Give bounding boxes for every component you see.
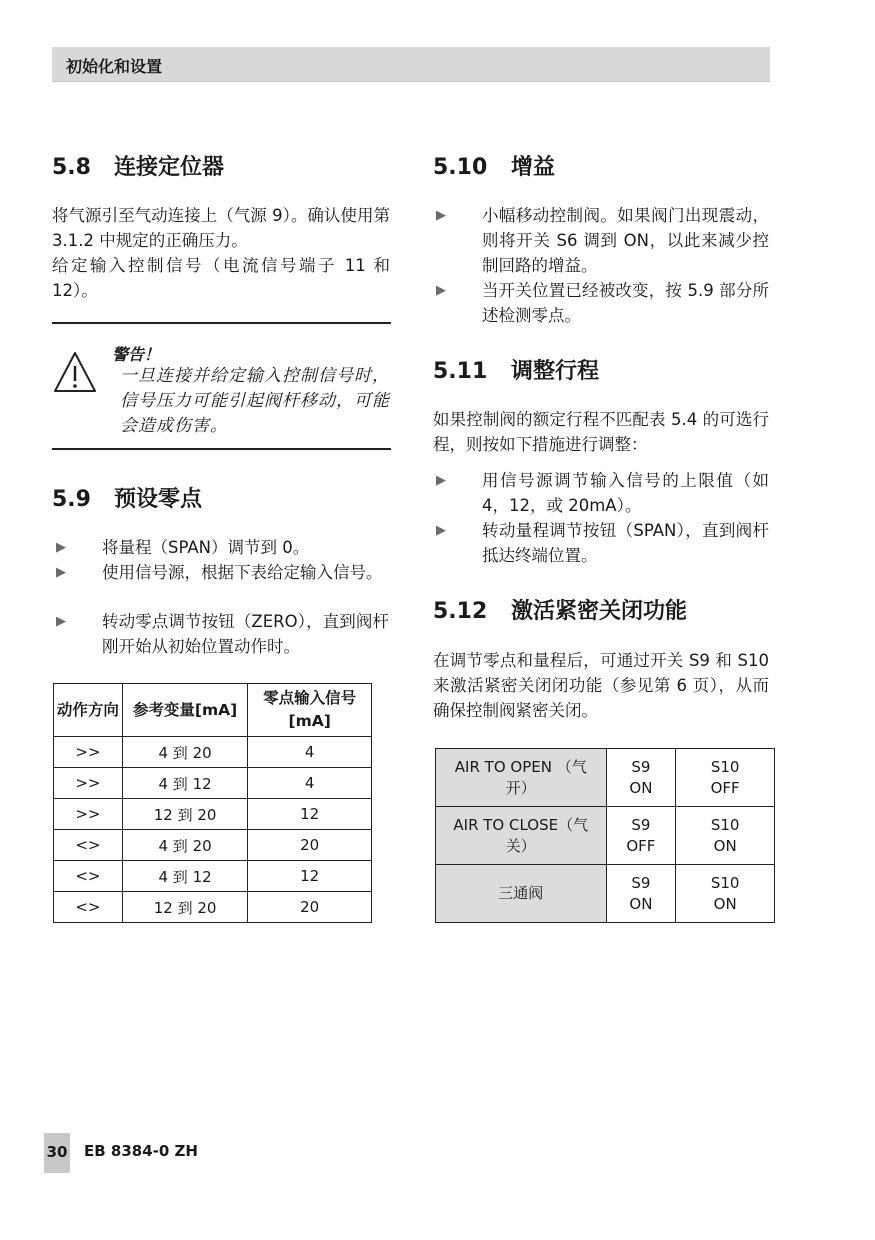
- bullet-triangle-icon: ▶: [56, 565, 66, 580]
- header-zero-input: 零点输入信号[mA]: [248, 684, 372, 737]
- section-5-8-paragraph-1: 将气源引至气动连接上（气源 9）。确认使用第 3.1.2 中规定的正确压力。: [52, 206, 390, 250]
- section-5-11-paragraph: 如果控制阀的额定行程不匹配表 5.4 的可选行程，则按如下措施进行调整：: [433, 410, 769, 454]
- warning-top-rule: [52, 322, 391, 324]
- warning-text: 一旦连接并给定输入控制信号时，信号压力可能引起阀杆移动，可能会造成伤害。: [120, 366, 390, 436]
- section-5-12-paragraph: 在调节零点和量程后，可通过开关 S9 和 S10 来激活紧密关闭闭功能（参见第 6 页），从而确保控制阀紧密关闭。: [433, 651, 769, 720]
- zero-point-table: [53, 683, 372, 923]
- row-label-three-way-valve: 三通阀: [436, 865, 607, 923]
- bullet-triangle-icon: ▶: [436, 473, 446, 488]
- bullet-triangle-icon: ▶: [436, 283, 446, 298]
- document-id: EB 8384-0 ZH: [84, 1142, 198, 1160]
- s9-cell: S9 OFF: [606, 807, 676, 865]
- row-label-air-to-close: AIR TO CLOSE（气关）: [436, 807, 607, 865]
- table-row: [436, 807, 775, 865]
- table-row: >> 12 到 20 12: [54, 799, 372, 830]
- header-direction: 动作方向: [54, 684, 123, 737]
- section-5-8-heading: 5.8 连接定位器: [52, 155, 225, 180]
- table-header-row: [54, 684, 372, 737]
- header-title: 初始化和设置: [66, 57, 163, 76]
- s9-cell: S9 ON: [606, 865, 676, 923]
- section-5-9-heading: 5.9 预设零点: [52, 487, 203, 512]
- warning-triangle-icon: [52, 350, 98, 394]
- bullet-triangle-icon: ▶: [436, 208, 446, 223]
- s10-cell: S10 ON: [676, 807, 775, 865]
- page-number: 30: [46, 1143, 68, 1161]
- s9-cell: S9 ON: [606, 749, 676, 807]
- switch-settings-table: [435, 748, 775, 923]
- table-row: >> 4 到 12 4: [54, 768, 372, 799]
- table-row: [436, 749, 775, 807]
- table-row: >> 4 到 20 4: [54, 737, 372, 768]
- section-5-10-heading: 5.10 增益: [433, 155, 556, 180]
- warning-title: 警告！: [112, 345, 161, 364]
- bullet-triangle-icon: ▶: [436, 523, 446, 538]
- warning-bottom-rule: [52, 448, 391, 450]
- section-5-8-paragraph-2: 给定输入控制信号（电流信号端子 11 和 12）。: [52, 256, 390, 300]
- row-label-air-to-open: AIR TO OPEN （气开）: [436, 749, 607, 807]
- table-row: <> 4 到 12 12: [54, 861, 372, 892]
- header-reference-variable: 参考变量[mA]: [122, 684, 248, 737]
- table-row: [436, 865, 775, 923]
- section-5-12-heading: 5.12 激活紧密关闭功能: [433, 599, 688, 624]
- section-5-11-heading: 5.11 调整行程: [433, 359, 600, 384]
- table-row: <> 12 到 20 20: [54, 892, 372, 923]
- bullet-triangle-icon: ▶: [56, 614, 66, 629]
- s10-cell: S10 ON: [676, 865, 775, 923]
- page-header-band: [52, 47, 770, 82]
- bullet-triangle-icon: ▶: [56, 540, 66, 555]
- table-row: <> 4 到 20 20: [54, 830, 372, 861]
- s10-cell: S10 OFF: [676, 749, 775, 807]
